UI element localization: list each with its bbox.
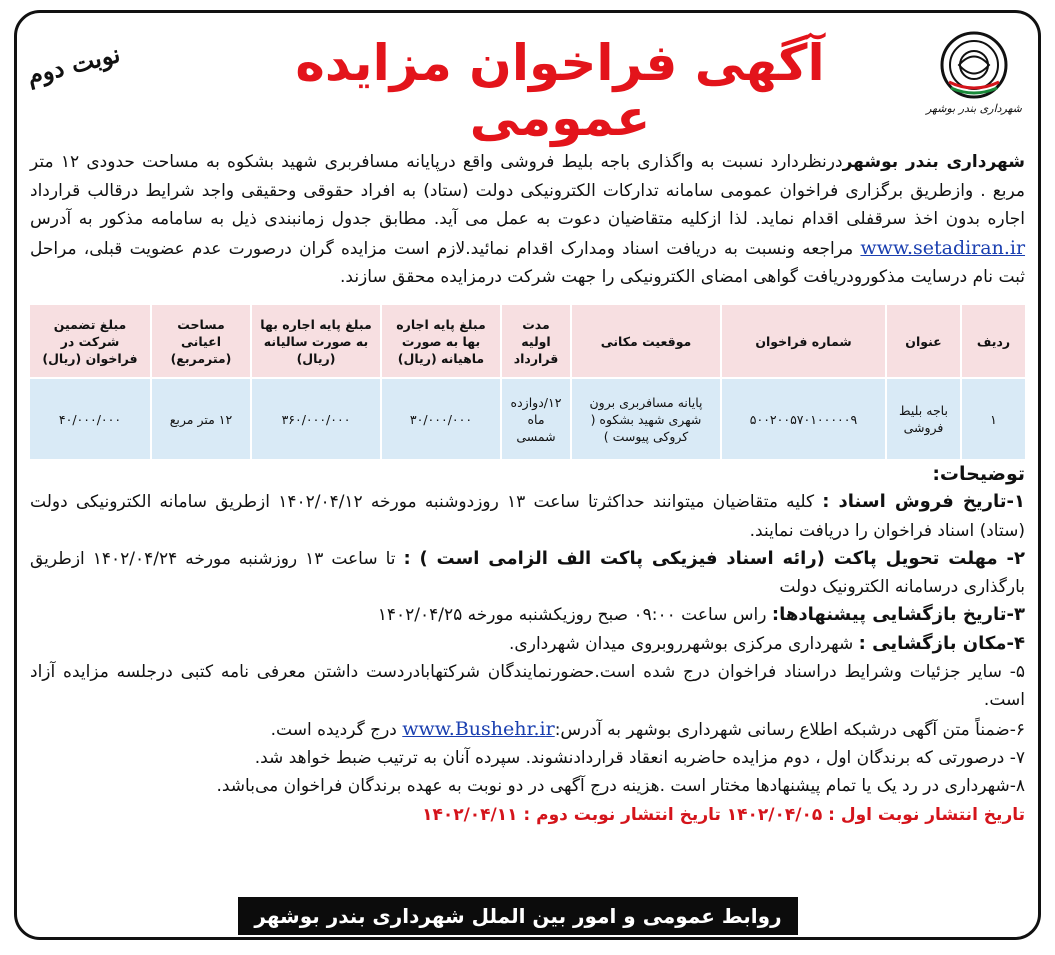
col-header: موقعیت مکانی [571, 304, 721, 378]
note-5-text: ۵- سایر جزئیات وشرایط دراسناد فراخوان درج شده است.حضورنمایندگان شرکتهابادردست داشتن معرفی نامه کتبی درجلسه مزایده [63, 662, 1025, 683]
bushehr-link[interactable]: www.Bushehr.ir [402, 717, 555, 740]
col-header: مبلغ تضمین شرکت در فراخوان (ریال) [29, 304, 151, 378]
note-7: ۷- درصورتی که برندگان اول ، دوم مزایده حاضربه انعقاد قراردادنشوند. سپرده آنان به ترتیب ضبط خواهد شد. [254, 747, 1025, 768]
col-header: مساحت اعیانی (مترمربع) [151, 304, 251, 378]
publication-dates: تاریخ انتشار نوبت اول : ۱۴۰۲/۰۴/۰۵ تاریخ انتشار نوبت دوم : ۱۴۰۲/۰۴/۱۱ [422, 804, 1025, 825]
table-cell: ۱۲ متر مربع [151, 378, 251, 460]
note-5-text-2: آزاد است. [30, 662, 1025, 711]
note-4-text: شهرداری مرکزی بوشهرروبروی میدان شهرداری. [509, 633, 854, 654]
table-cell: ۴۰/۰۰۰/۰۰۰ [29, 378, 151, 460]
logo-caption: شهرداری بندر بوشهر [926, 102, 1022, 115]
col-header: شماره فراخوان [721, 304, 886, 378]
org-name: شهرداری بندر بوشهر [842, 152, 1025, 172]
table-cell: ۵۰۰۲۰۰۵۷۰۱۰۰۰۰۰۹ [721, 378, 886, 460]
table-cell: ۳۰/۰۰۰/۰۰۰ [381, 378, 501, 460]
note-2-text-2: بارگذاری درسامانه الکترونیک دولت [779, 577, 1025, 598]
municipality-logo [919, 30, 1029, 115]
note-2-text: تا ساعت ۱۳ روزشنبه مورخه ۱۴۰۲/۰۴/۲۴ ازطریق [30, 548, 396, 569]
emblem-icon [939, 30, 1009, 100]
intro-line-4-pre: به آدرس [30, 209, 93, 229]
col-header: مدت اولیه قرارداد [501, 304, 571, 378]
table-header-row [29, 304, 1026, 378]
table-cell: ۱۲/دوازده ماه شمسی [501, 378, 571, 460]
round-badge: نوبت دوم [23, 38, 123, 91]
note-4-label: ۴-مکان بازگشایی : [858, 632, 1025, 654]
intro-line-4-post: مراجعه ونسبت به دریافت اسناد ومدارک اقدام نمائید.لازم است مزایده گران درصورت عدم عضویت [129, 238, 854, 259]
col-header: مبلغ پایه اجاره بها به صورت ماهیانه (ریال) [381, 304, 501, 378]
intro-line-1: درنظردارد نسبت به واگذاری باجه بلیط فروشی واقع درپایانه مسافربری شهید بشکوه به مساحت حدودی ۱۲ [60, 152, 843, 172]
setadiran-link[interactable]: www.setadiran.ir [860, 236, 1026, 259]
page-title: آگهی فراخوان مزایده عمومی [295, 34, 825, 147]
intro-paragraph [30, 148, 1025, 292]
note-4 [30, 630, 1025, 658]
table-cell: باجه بلیط فروشی [886, 378, 961, 460]
table-cell: پایانه مسافربری برون شهری شهید بشکوه ( کروکی پیوست ) [571, 378, 721, 460]
note-6 [30, 715, 1025, 744]
col-header: عنوان [886, 304, 961, 378]
intro-line-2: متر مربع . وازطریق برگزاری فراخوان عمومی سامانه تدارکات الکترونیکی دولت (ستاد) به افراد حقوقی وحقیقی واجد شرایط درقالب [30, 152, 1025, 201]
note-3-text: راس ساعت ۰۹:۰۰ صبح روزیکشنبه مورخه ۱۴۰۲/۰۴/۲۵ [377, 605, 767, 626]
note-2 [30, 545, 1025, 602]
note-5 [30, 658, 1025, 715]
intro-line-3: قرارداد اجاره بدون اخذ سرقفلی اقدام نماید. لذا ازکلیه متقاضیان دعوت به عمل می آید. مطابق جدول زمانبندی ذیل به سامامه مذکور [30, 180, 1025, 229]
note-1-label: ۱-تاریخ فروش اسناد : [822, 491, 1025, 513]
table-row [29, 378, 1026, 460]
col-header: مبلغ پایه اجاره بها به صورت سالیانه (ریال) [251, 304, 381, 378]
note-8: ۸-شهرداری در رد یک یا تمام پیشنهادها مختار است .هزینه درج آگهی در دو نوبت به عهده برندگان فراخوان می‌باشد. [216, 776, 1025, 797]
note-1-text-2: دولت (ستاد) اسناد فراخوان را دریافت نمایند. [30, 492, 1025, 541]
col-header: ردیف [961, 304, 1026, 378]
footer-banner: روابط عمومی و امور بین الملل شهرداری بندر بوشهر [238, 897, 798, 935]
auction-table [28, 303, 1027, 461]
table-cell: ۳۶۰/۰۰۰/۰۰۰ [251, 378, 381, 460]
note-6-pre: ۶-ضمناً متن آگهی درشبکه اطلاع رسانی شهرداری بوشهر به آدرس: [554, 719, 1025, 740]
note-1 [30, 488, 1025, 545]
notes-section [30, 460, 1025, 829]
note-6-post: درج گردیده است. [270, 719, 397, 740]
note-3-label: ۳-تاریخ بازگشایی پیشنهادها: [771, 604, 1025, 626]
notes-heading: توضیحات: [932, 463, 1025, 485]
note-2-label: ۲- مهلت تحویل پاکت (رائه اسناد فیزیکی پاکت الف الزامی است ) : [403, 547, 1025, 569]
table-cell: ۱ [961, 378, 1026, 460]
note-1-text: کلیه متقاضیان میتوانند حداکثرتا ساعت ۱۳ روزدوشنبه مورخه ۱۴۰۲/۰۴/۱۲ ازطریق سامانه الکترونیکی [75, 492, 815, 513]
note-3 [30, 601, 1025, 629]
intro-line-5: قبلی، مراحل ثبت نام درسایت مذکورودریافت گواهی امضای الکترونیکی را جهت شرکت درمزایده محقق سازند. [30, 238, 1025, 287]
